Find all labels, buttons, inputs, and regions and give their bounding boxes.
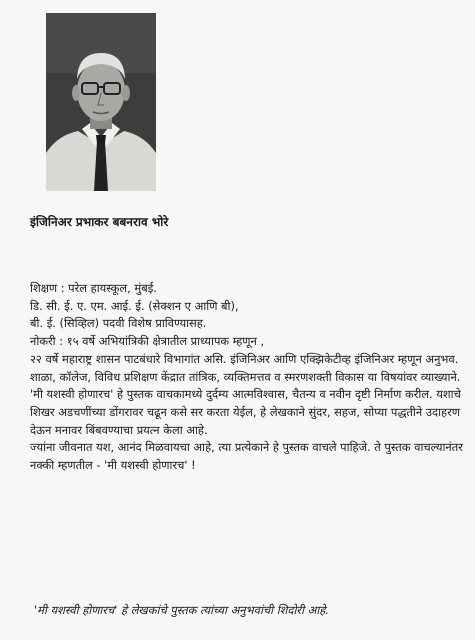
bio-experience-paragraph: २२ वर्षे महाराष्ट्र शासन पाटबंधारे विभागांत असि. इंजिनिअर आणि एक्झिकेटीव्ह इंजिनिअर म्हणून अनुभव. — [30, 351, 459, 366]
bio-education-line: शिक्षण : परेल हायस्कूल, मुंबई. — [30, 281, 157, 295]
author-bio — [30, 280, 466, 475]
book-tagline: 'मी यशस्वी होणारच' हे लेखकांचे पुस्तक त्यांच्या अनुभवांची शिदोरी आहे. — [34, 603, 329, 617]
author-name: इंजिनिअर प्रभाकर बबनराव भोरे — [30, 215, 169, 229]
bio-recommendation-paragraph: ज्यांना जीवनात यश, आनंद मिळवायचा आहे, त्या प्रत्येकाने हे पुस्तक वाचले पाहिजे. ते पुस्तक वाचल्यानंतर नक्की म्हणतील - 'मी यशस्वी होणारच' ! — [30, 440, 463, 473]
bio-lectures-paragraph: शाळा, कॉलेज, विविध प्रशिक्षण केंद्रात तांत्रिक, व्यक्तिमत्तव व स्मरणशक्ती विकास या विषयांवर व्याख्याने. — [30, 369, 461, 384]
bio-degree-line: बी. ई. (सिव्हिल) पदवी विशेष प्राविण्यासह. — [30, 316, 207, 331]
bio-qualification-line: डि. सी. ई. ए. एम. आई. ई. (सेक्शन ए आणि बी), — [30, 298, 239, 313]
author-portrait-image — [46, 13, 156, 191]
bio-job-line: नोकरी : १५ वर्षे अभियांत्रिकी क्षेत्रातील प्राध्यापक म्हणून , — [30, 334, 265, 349]
bio-book-description-paragraph: 'मी यशस्वी होणारच' हे पुस्तक वाचकामध्ये दुर्दम्य आत्मविश्वास, चैतन्य व नवीन दृष्टी निर्माण करील. यशाचे शिखर अडचणींच्या डोंगरावर चढून कसे सर करता येईल, हे लेखकाने सुंदर, सहज, सोप्या पद्धतीने उदाहरण देऊन मनावर बिंबवण्याचा प्रयत्न केला आहे. — [30, 387, 461, 437]
author-photo — [46, 13, 156, 191]
